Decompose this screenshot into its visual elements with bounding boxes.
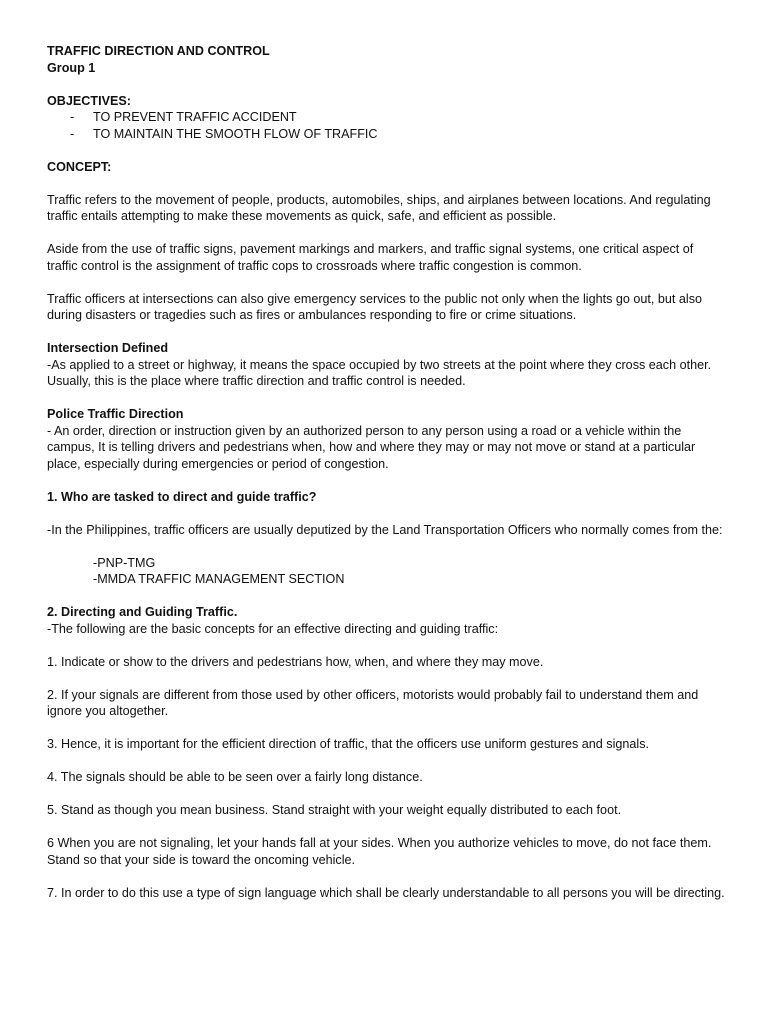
spacer xyxy=(47,175,727,192)
objective-text: TO MAINTAIN THE SMOOTH FLOW OF TRAFFIC xyxy=(93,126,378,141)
spacer xyxy=(47,588,727,605)
list-dash: - xyxy=(70,110,75,124)
spacer xyxy=(47,868,727,885)
spacer xyxy=(47,670,727,687)
intersection-heading: Intersection Defined xyxy=(47,341,169,355)
concept-point: 1. Indicate or show to the drivers and pedestrians how, when, and where they may move. xyxy=(47,654,544,669)
objectives-heading: OBJECTIVES: xyxy=(47,93,131,108)
concept-paragraph: Traffic refers to the movement of people, products, automobiles, ships, and airplanes between locations. And regulating traffic entails attempting to make these movements as quick, safe, and efficient as possible. xyxy=(47,192,711,223)
document-title: TRAFFIC DIRECTION AND CONTROL xyxy=(47,44,270,58)
concept-point: 5. Stand as though you mean business. Stand straight with your weight equally distributed to each foot. xyxy=(47,803,622,817)
question-1-text: -In the Philippines, traffic officers are usually deputized by the Land Transportation Officers who normally comes from the: xyxy=(47,522,723,537)
spacer xyxy=(47,76,727,93)
spacer xyxy=(47,225,727,242)
spacer xyxy=(47,472,727,489)
concept-heading: CONCEPT: xyxy=(47,159,112,174)
spacer xyxy=(47,505,727,522)
spacer xyxy=(47,753,727,770)
document-body xyxy=(47,43,727,901)
question-2-intro: -The following are the basic concepts for an effective directing and guiding traffic: xyxy=(47,621,499,636)
spacer xyxy=(47,819,727,836)
intersection-text: -As applied to a street or highway, it means the space occupied by two streets at the point where they cross each other. Usually, this is the place where traffic direction and traffic control is needed. xyxy=(47,357,712,388)
concept-point: 3. Hence, it is important for the efficient direction of traffic, that the officers use uniform gestures and signals. xyxy=(47,737,650,751)
concept-point: 2. If your signals are different from those used by other officers, motorists would probably fail to understand them and ignore you altogether. xyxy=(47,687,699,718)
concept-paragraph: Traffic officers at intersections can also give emergency services to the public not only when the lights go out, but also during disasters or tragedies such as fires or ambulances responding to fire or crime situations. xyxy=(47,291,702,322)
spacer xyxy=(47,720,727,737)
spacer xyxy=(47,274,727,291)
agency-item: -MMDA TRAFFIC MANAGEMENT SECTION xyxy=(93,572,345,586)
spacer xyxy=(47,786,727,803)
question-2-heading: 2. Directing and Guiding Traffic. xyxy=(47,605,238,619)
police-text: - An order, direction or instruction given by an authorized person to any person using a road or a vehicle within the campus, It is telling drivers and pedestrians when, how and where they may or may not move or stand at a particular place, especially during emergencies or period of congestion. xyxy=(47,423,696,471)
concept-point: 4. The signals should be able to be seen over a fairly long distance. xyxy=(47,770,423,784)
objective-text: TO PREVENT TRAFFIC ACCIDENT xyxy=(93,110,297,124)
spacer xyxy=(47,324,727,341)
spacer xyxy=(47,390,727,407)
question-1-heading: 1. Who are tasked to direct and guide traffic? xyxy=(47,489,317,504)
spacer xyxy=(47,142,727,159)
spacer xyxy=(47,538,727,555)
concept-point: 7. In order to do this use a type of sign language which shall be clearly understandable to all persons you will be directing. xyxy=(47,885,725,900)
group-label: Group 1 xyxy=(47,60,96,75)
concept-paragraph: Aside from the use of traffic signs, pavement markings and markers, and traffic signal systems, one critical aspect of traffic control is the assignment of traffic cops to crossroads where traffic congestion is common. xyxy=(47,242,694,273)
police-heading: Police Traffic Direction xyxy=(47,407,184,421)
spacer xyxy=(47,637,727,654)
objective-item xyxy=(47,126,727,143)
objective-item xyxy=(47,109,727,126)
agency-item: -PNP-TMG xyxy=(93,555,156,570)
concept-point: 6 When you are not signaling, let your hands fall at your sides. When you authorize vehicles to move, do not face them. Stand so that your side is toward the oncoming vehicle. xyxy=(47,836,712,867)
list-dash: - xyxy=(70,126,75,141)
